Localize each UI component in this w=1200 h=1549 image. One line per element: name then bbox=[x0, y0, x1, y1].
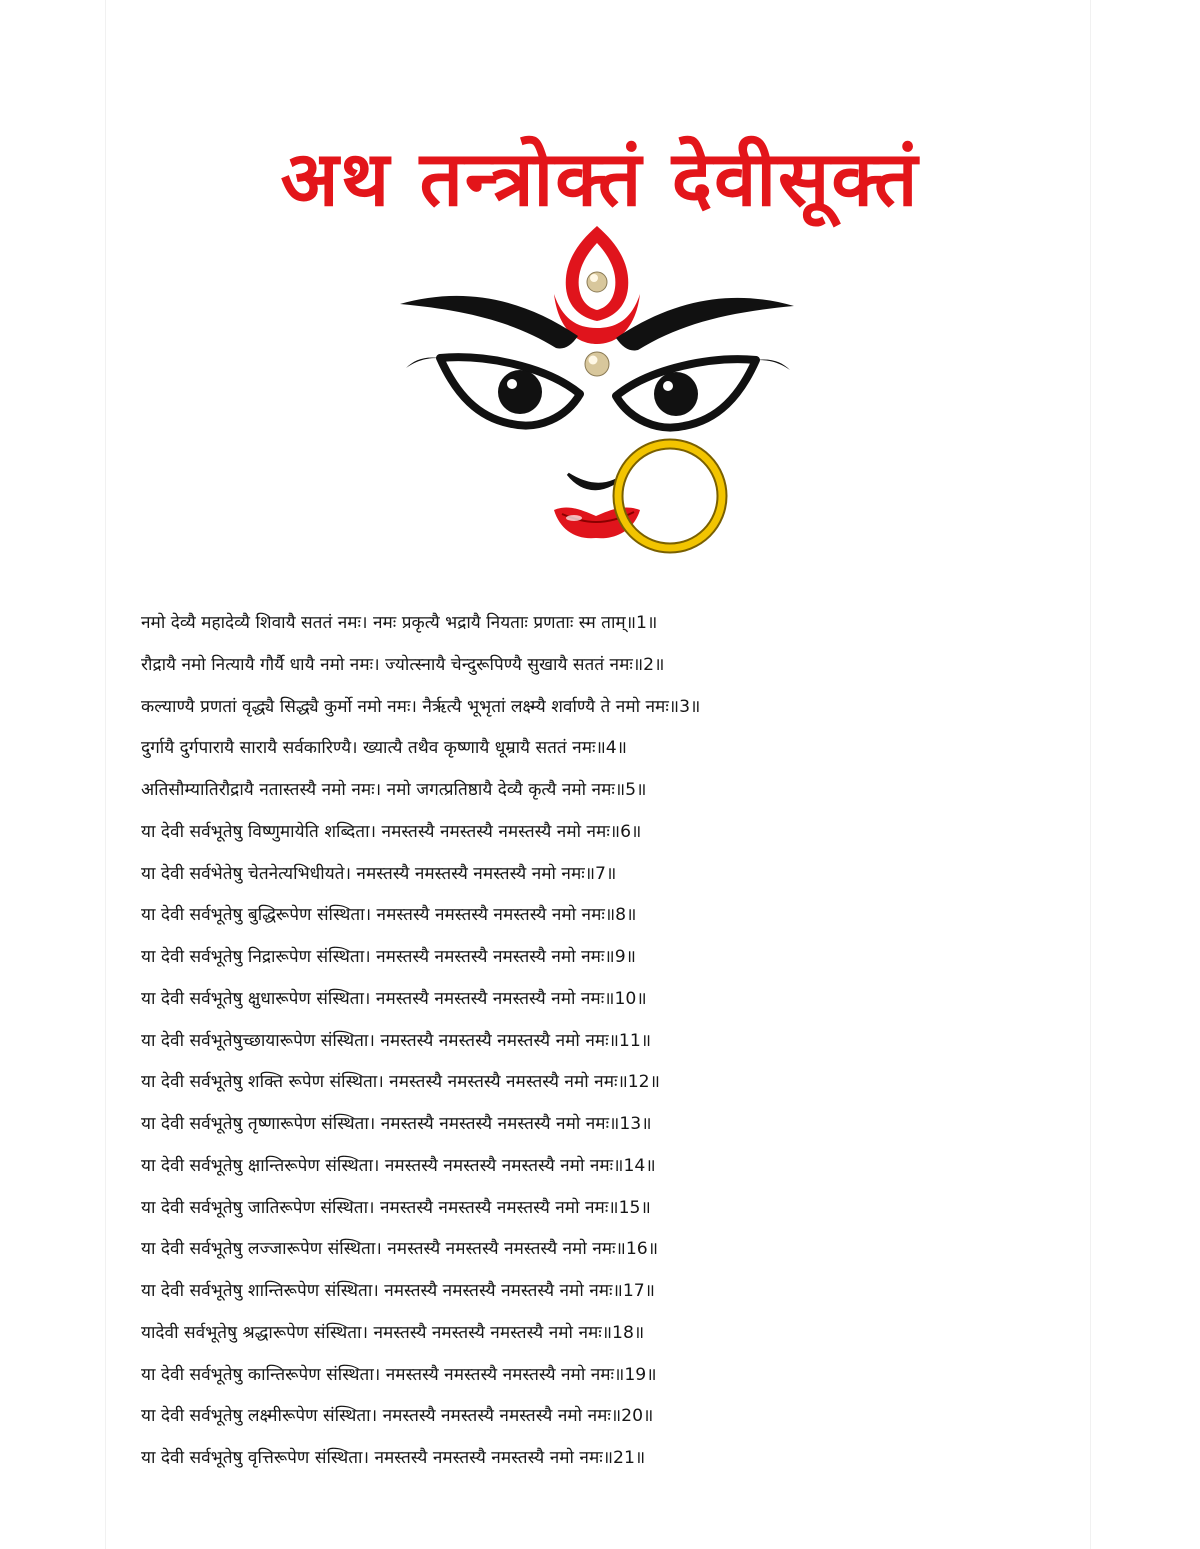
left-eyebrow-icon bbox=[400, 296, 578, 349]
verse-line: या देवी सर्वभूतेषु क्षान्तिरूपेण संस्थिता। नमस्तस्यै नमस्तस्यै नमस्तस्यै नमो नमः॥14॥ bbox=[141, 1155, 656, 1176]
verse-line: कल्याण्यै प्रणतां वृद्ध्यै सिद्ध्यै कुर्मो नमो नमः। नैर्ऋत्यै भूभृतां लक्ष्म्यै शर्वाण्यै ते नमो नमः॥3॥ bbox=[141, 696, 701, 717]
verse-line: या देवी सर्वभूतेषुच्छायारूपेण संस्थिता। नमस्तस्यै नमस्तस्यै नमस्तस्यै नमो नमः॥11॥ bbox=[141, 1030, 652, 1051]
verse-line: या देवी सर्वभूतेषु बुद्धिरूपेण संस्थिता। नमस्तस्यै नमस्तस्यै नमस्तस्यै नमो नमः॥8॥ bbox=[141, 905, 637, 926]
verse-line: दुर्गायै दुर्गपारायै सारायै सर्वकारिण्यै। ख्यात्यै तथैव कृष्णायै धूम्रायै सततं नमः॥4॥ bbox=[141, 738, 627, 759]
verse-line: अतिसौम्यातिरौद्रायै नतास्तस्यै नमो नमः। नमो जगत्प्रतिष्ठायै देव्यै कृत्यै नमो नमः॥5॥ bbox=[141, 780, 647, 800]
bindi-icon bbox=[585, 352, 609, 376]
verse-line: रौद्रायै नमो नित्यायै गौर्यै धायै नमो नमः। ज्योत्स्नायै चेन्दुरूपिण्यै सुखायै सततं नमः॥2॥ bbox=[141, 654, 665, 675]
verse-line: यादेवी सर्वभूतेषु श्रद्धारूपेण संस्थिता। नमस्तस्यै नमस्तस्यै नमस्तस्यै नमो नमः॥18॥ bbox=[141, 1322, 645, 1343]
right-eyebrow-icon bbox=[616, 298, 794, 351]
verse-line: या देवी सर्वभूतेषु वृत्तिरूपेण संस्थिता। नमस्तस्यै नमस्तस्यै नमस्तस्यै नमो नमः॥21॥ bbox=[141, 1448, 646, 1468]
verse-line: या देवी सर्वभूतेषु तृष्णारूपेण संस्थिता। नमस्तस्यै नमस्तस्यै नमस्तस्यै नमो नमः॥13॥ bbox=[141, 1114, 652, 1134]
right-pupil-icon bbox=[654, 372, 698, 416]
verse-line: या देवी सर्वभूतेषु जातिरूपेण संस्थिता। नमस्तस्यै नमस्तस्यै नमस्तस्यै नमो नमः॥15॥ bbox=[141, 1197, 651, 1218]
third-eye-pupil-icon bbox=[587, 272, 607, 292]
verse-line: या देवी सर्वभूतेषु विष्णुमायेति शब्दिता। नमस्तस्यै नमस्तस्यै नमस्तस्यै नमो नमः॥6॥ bbox=[141, 821, 642, 842]
devi-face-icon bbox=[396, 218, 800, 568]
left-pupil-icon bbox=[498, 370, 542, 414]
verse-line: या देवी सर्वभूतेषु निद्रारूपेण संस्थिता। नमस्तस्यै नमस्तस्यै नमस्तस्यै नमो नमः॥9॥ bbox=[141, 947, 636, 967]
verse-line: या देवी सर्वभूतेषु शक्ति रूपेण संस्थिता। नमस्तस्यै नमस्तस्यै नमस्तस्यै नमो नमः॥12॥ bbox=[141, 1072, 660, 1093]
verse-line: या देवी सर्वभूतेषु लज्जारूपेण संस्थिता। नमस्तस्यै नमस्तस्यै नमस्तस्यै नमो नमः॥16॥ bbox=[141, 1239, 658, 1260]
page-edge-left bbox=[105, 0, 106, 1549]
page-title: अथ तन्त्रोक्तं देवीसूक्तं bbox=[280, 133, 920, 223]
verse-line: या देवी सर्वभूतेषु लक्ष्मीरूपेण संस्थिता। नमस्तस्यै नमस्तस्यै नमस्तस्यै नमो नमः॥20॥ bbox=[141, 1406, 654, 1427]
page-edge-right bbox=[1090, 0, 1091, 1549]
verse-line: या देवी सर्वभेतेषु चेतनेत्यभिधीयते। नमस्तस्यै नमस्तस्यै नमस्तस्यै नमो नमः॥7॥ bbox=[141, 863, 617, 884]
verse-line: या देवी सर्वभूतेषु कान्तिरूपेण संस्थिता। नमस्तस्यै नमस्तस्यै नमस्तस्यै नमो नमः॥19॥ bbox=[141, 1364, 657, 1385]
verse-line: या देवी सर्वभूतेषु क्षुधारूपेण संस्थिता। नमस्तस्यै नमस्तस्यै नमस्तस्यै नमो नमः॥10॥ bbox=[141, 988, 647, 1009]
verse-line: या देवी सर्वभूतेषु शान्तिरूपेण संस्थिता। नमस्तस्यै नमस्तस्यै नमस्तस्यै नमो नमः॥17॥ bbox=[141, 1281, 655, 1301]
verse-list bbox=[141, 603, 1071, 1480]
verse-line: नमो देव्यै महादेव्यै शिवायै सततं नमः। नमः प्रकृत्यै भद्रायै नियताः प्रणताः स्म ताम्॥1॥ bbox=[141, 613, 658, 633]
